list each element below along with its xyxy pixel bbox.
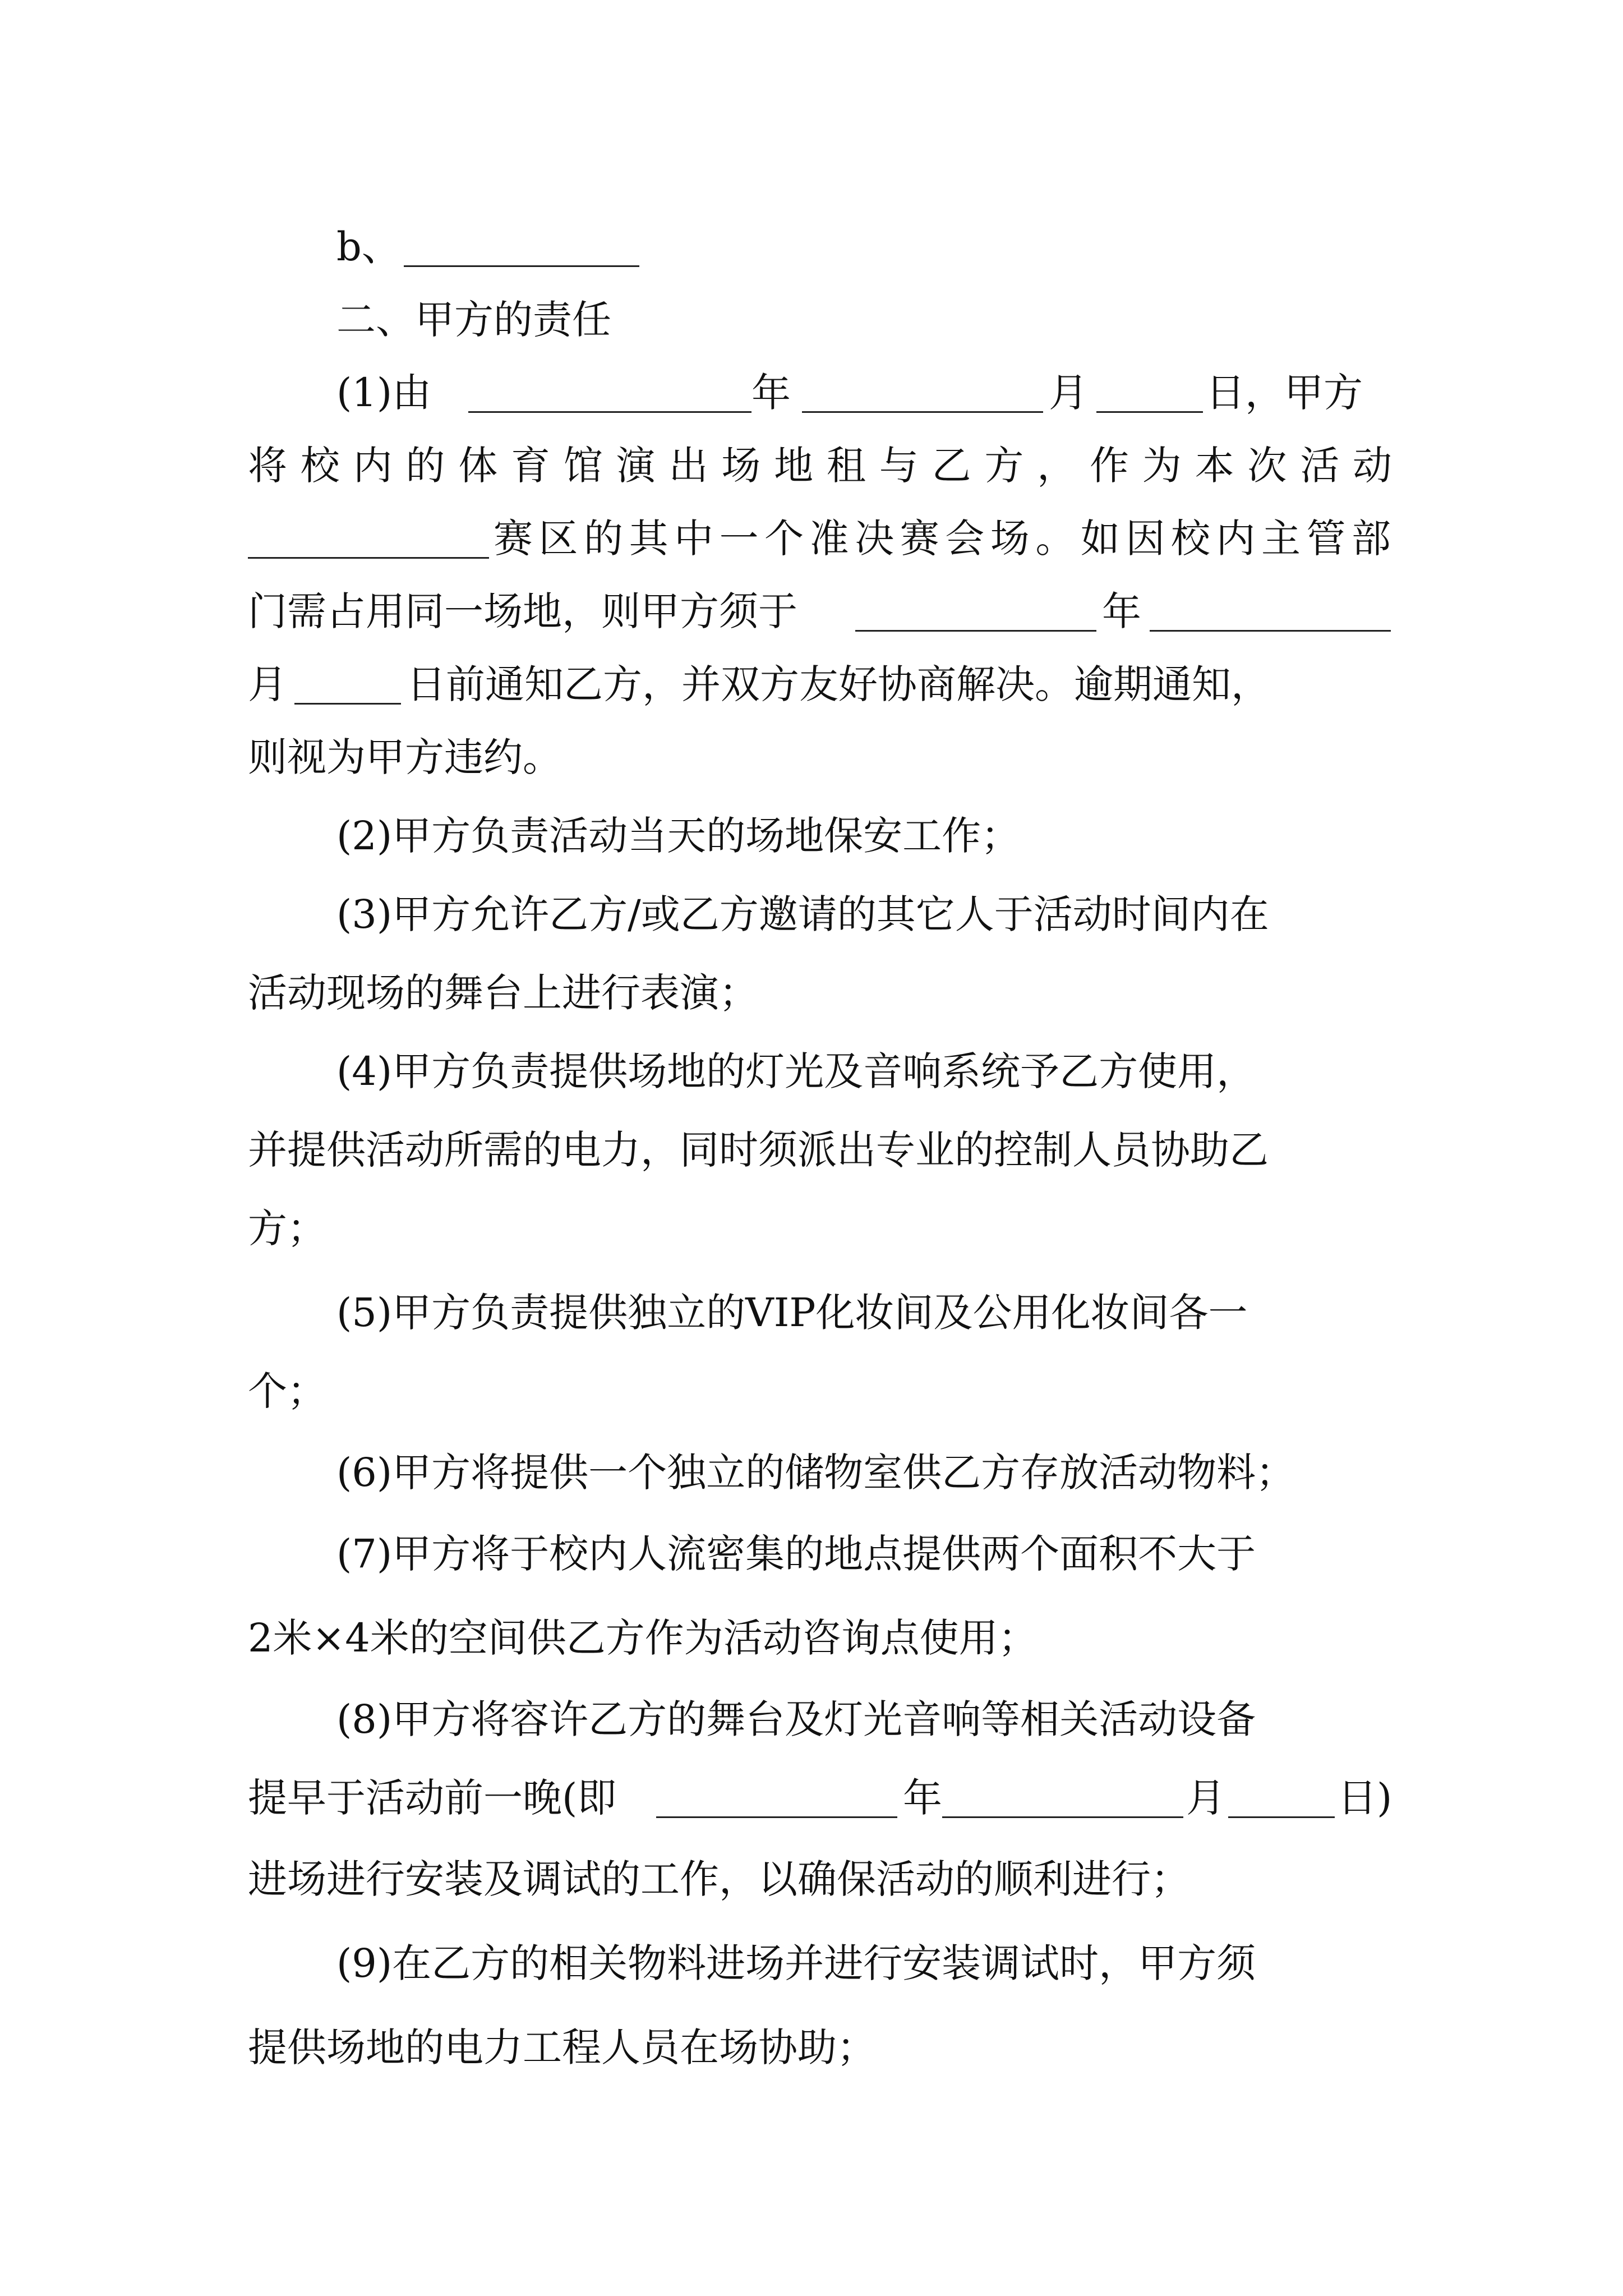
paragraph-9-line-1 [0,1927,1623,2000]
text-segment: (3)甲方允许乙方/或乙方邀请的其它人于活动时间内在 [336,891,1269,937]
text-segment: 提早于活动前一晚(即 [248,1775,617,1821]
paragraph-4-line-3 [0,1192,1623,1265]
fill-in-blank[interactable] [656,1816,897,1818]
fill-in-blank[interactable] [468,411,751,413]
text-segment: 2米×4米的空间供乙方作为活动咨询点使用； [248,1615,1038,1661]
paragraph-2 [0,799,1623,872]
text-segment: 日) [1338,1775,1393,1821]
text-segment: 门需占用同一场地，则甲方须于 [248,588,797,634]
paragraph-4-line-2 [0,1114,1623,1186]
text-segment: 方； [248,1205,326,1251]
text-segment: 年 [751,370,791,416]
text-segment: (9)在乙方的相关物料进场并进行安装调试时，甲方须 [336,1940,1256,1986]
text-segment: (4)甲方负责提供场地的灯光及音响系统予乙方使用， [336,1048,1256,1094]
text-segment: 月 [248,661,287,707]
fill-in-blank[interactable] [404,265,639,267]
paragraph-3-line-1 [0,878,1623,951]
section-heading [0,283,1623,356]
fill-in-blank[interactable] [1096,411,1203,413]
paragraph-5-line-1 [0,1276,1623,1349]
paragraph-1-line-6 [0,721,1623,794]
paragraph-7-line-2 [0,1602,1623,1674]
paragraph-1-line-3 [0,502,1623,575]
paragraph-8-line-1 [0,1683,1623,1756]
paragraph-8-line-2 [0,1761,1623,1834]
heading-text: 二、甲方的责任 [336,297,611,343]
text-segment: 年 [903,1775,942,1821]
text-segment: (1)由 [336,370,432,416]
text-segment: 日，甲方 [1206,370,1363,416]
fill-in-blank[interactable] [855,630,1096,632]
text-segment: 个； [248,1368,326,1414]
text-segment: 则视为甲方违约。 [248,734,562,780]
text-segment: 月 [1186,1775,1225,1821]
text-segment: 月 [1049,370,1088,416]
paragraph-8-line-3 [0,1843,1623,1916]
text-segment: 进场进行安装及调试的工作，以确保活动的顺利进行； [248,1856,1190,1902]
paragraph-3-line-2 [0,956,1623,1029]
text-segment: (2)甲方负责活动当天的场地保安工作； [336,813,1021,859]
fill-in-blank[interactable] [248,557,489,559]
fill-in-blank[interactable] [294,703,401,705]
text-segment: (7)甲方将于校内人流密集的地点提供两个面积不大于 [336,1531,1256,1577]
text-segment: (6)甲方将提供一个独立的储物室供乙方存放活动物料； [336,1450,1295,1496]
text-segment: 将校内的体育馆演出场地租与乙方，作为本次活动 [248,443,1392,489]
paragraph-7-line-1 [0,1517,1623,1590]
list-item-b [0,210,1623,283]
paragraph-1-line-2 [0,429,1623,502]
paragraph-5-line-2 [0,1355,1623,1428]
fill-in-blank[interactable] [942,1816,1183,1818]
paragraph-1-line-4 [0,575,1623,648]
fill-in-blank[interactable] [1150,630,1391,632]
paragraph-1-line-1 [0,356,1623,429]
fill-in-blank[interactable] [802,411,1043,413]
text-segment: (5)甲方负责提供独立的VIP化妆间及公用化妆间各一 [336,1290,1248,1336]
text-segment: (8)甲方将容许乙方的舞台及灯光音响等相关活动设备 [336,1696,1256,1742]
text-segment: 提供场地的电力工程人员在场协助； [248,2024,876,2070]
paragraph-1-line-5 [0,648,1623,721]
text-segment: 活动现场的舞台上进行表演； [248,970,758,1016]
text-segment: 日前通知乙方，并双方友好协商解决。逾期通知， [407,661,1270,707]
text-segment: 并提供活动所需的电力，同时须派出专业的控制人员协助乙 [248,1127,1269,1173]
fill-in-blank[interactable] [1228,1816,1335,1818]
paragraph-6 [0,1436,1623,1509]
text-segment: 年 [1102,588,1141,634]
paragraph-4-line-1 [0,1035,1623,1108]
text-segment: b、 [336,224,401,270]
text-segment: 赛区的其中一个准决赛会场。如因校内主管部 [494,516,1391,562]
paragraph-9-line-2 [0,2011,1623,2084]
